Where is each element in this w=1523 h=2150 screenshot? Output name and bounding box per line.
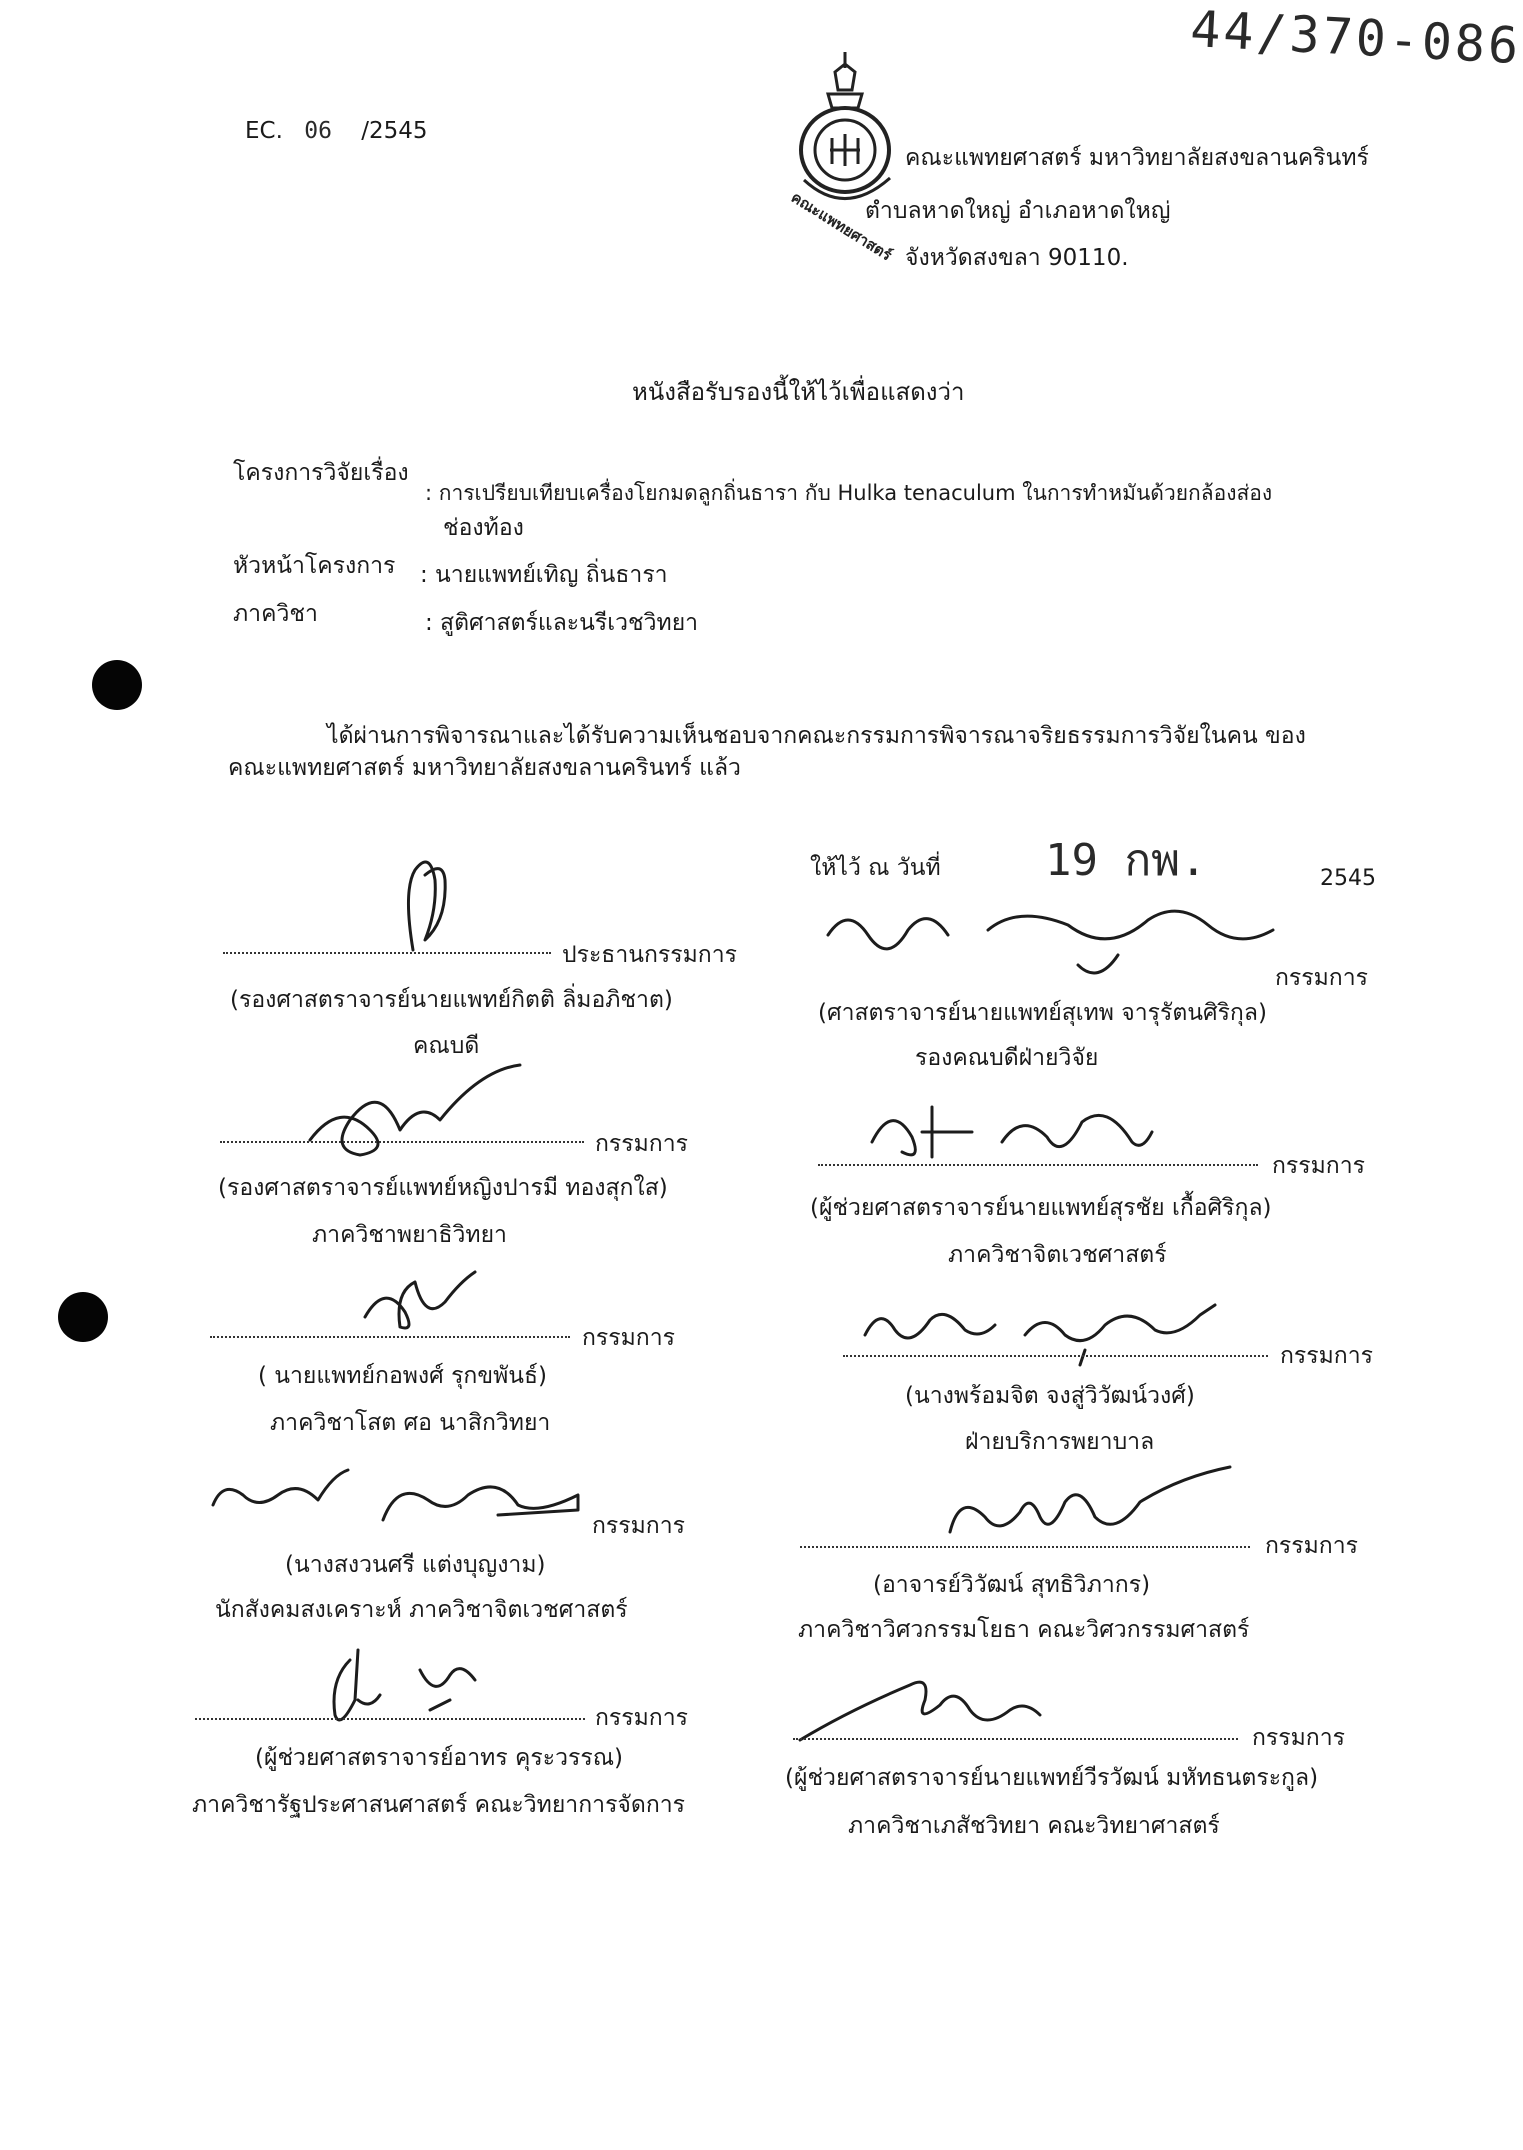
- emblem-caption: คณะแพทยศาสตร์: [787, 188, 896, 265]
- signatory-10-role: กรรมการ: [1252, 1725, 1345, 1751]
- document-number-year: /2545: [361, 118, 428, 144]
- approval-text-line-2: คณะแพทยศาสตร์ มหาวิทยาลัยสงขลานครินทร์ แล้ว: [228, 755, 741, 781]
- signatory-7-name: (นางสงวนศรี แต่งบุญงาม): [285, 1552, 546, 1578]
- approval-text-line-1: ได้ผ่านการพิจารณาและได้รับความเห็นชอบจากคณะกรรมการพิจารณาจริยธรรมการวิจัยในคน ของ: [327, 723, 1306, 749]
- signatory-1-role: ประธานกรรมการ: [562, 942, 737, 968]
- address-line-1: คณะแพทยศาสตร์ มหาวิทยาลัยสงขลานครินทร์: [905, 145, 1369, 171]
- handwritten-reference-number: 44/370-086: [1188, 0, 1523, 76]
- signature-6: [855, 1285, 1235, 1365]
- signatory-6-role: กรรมการ: [1280, 1343, 1373, 1369]
- signature-line-3: [220, 1141, 584, 1143]
- signature-8: [940, 1462, 1240, 1552]
- signatory-7-position: นักสังคมสงเคราะห์ ภาควิชาจิตเวชศาสตร์: [215, 1597, 628, 1623]
- signature-5: [355, 1262, 485, 1342]
- signatory-8-position: ภาควิชาวิศวกรรมโยธา คณะวิศวกรรมศาสตร์: [798, 1617, 1250, 1643]
- signatory-4-position: ภาควิชาจิตเวชศาสตร์: [948, 1242, 1167, 1268]
- signatory-3-name: (รองศาสตราจารย์แพทย์หญิงปารมี ทองสุกใส): [218, 1175, 668, 1201]
- signatory-6-name: (นางพร้อมจิต จงสู่วิวัฒน์วงศ์): [905, 1383, 1195, 1409]
- signatory-9-position: ภาควิชารัฐประศาสนศาสตร์ คณะวิทยาการจัดการ: [192, 1792, 686, 1818]
- department-label: ภาควิชา: [233, 601, 318, 627]
- address-line-3: จังหวัดสงขลา 90110.: [905, 245, 1129, 271]
- signature-3: [300, 1060, 530, 1160]
- signature-line-5: [210, 1336, 570, 1338]
- signatory-8-name: (อาจารย์วิวัฒน์ สุทธิวิภากร): [873, 1572, 1151, 1598]
- signature-line-8: [800, 1546, 1250, 1548]
- signatory-9-role: กรรมการ: [595, 1705, 688, 1731]
- department-value: : สูติศาสตร์และนรีเวชวิทยา: [425, 610, 699, 636]
- signature-1: [385, 850, 465, 960]
- signatory-1-position: คณบดี: [413, 1033, 480, 1059]
- signatory-10-position: ภาควิชาเภสัชวิทยา คณะวิทยาศาสตร์: [848, 1813, 1220, 1839]
- project-label: โครงการวิจัยเรื่อง: [233, 460, 409, 486]
- signature-line-1: [223, 952, 551, 954]
- signatory-1-name: (รองศาสตราจารย์นายแพทย์กิตติ ลิ่มอภิชาต): [230, 987, 673, 1013]
- signatory-3-role: กรรมการ: [595, 1131, 688, 1157]
- document-number: [245, 118, 428, 144]
- signature-line-6: [843, 1355, 1268, 1357]
- signatory-10-name: (ผู้ช่วยศาสตราจารย์นายแพทย์วีรวัฒน์ มหัทธนตระกูล): [785, 1765, 1319, 1791]
- signatory-6-position: ฝ่ายบริการพยาบาล: [965, 1429, 1155, 1455]
- project-title-line-1: : การเปรียบเทียบเครื่องโยกมดลูกถิ่นธารา กับ Hulka tenaculum ในการทำหมันด้วยกล้องส่อง: [425, 481, 1273, 505]
- signatory-5-position: ภาควิชาโสต ศอ นาสิกวิทยา: [270, 1410, 551, 1436]
- signature-line-9: [195, 1718, 585, 1720]
- signature-10: [790, 1665, 1050, 1755]
- signature-9: [310, 1640, 490, 1730]
- signatory-5-role: กรรมการ: [582, 1325, 675, 1351]
- certificate-title: หนังสือรับรองนี้ให้ไว้เพื่อแสดงว่า: [632, 378, 965, 406]
- signatory-3-position: ภาควิชาพยาธิวิทยา: [312, 1222, 507, 1248]
- document-number-handwritten: 06: [304, 118, 332, 144]
- signatory-4-role: กรรมการ: [1272, 1153, 1365, 1179]
- signatory-4-name: (ผู้ช่วยศาสตราจารย์นายแพทย์สุรชัย เกื้อศิริกุล): [810, 1195, 1272, 1221]
- signatory-2-position: รองคณบดีฝ่ายวิจัย: [915, 1045, 1099, 1071]
- signatory-9-name: (ผู้ช่วยศาสตราจารย์อาทร คุระวรรณ): [255, 1745, 624, 1771]
- signatory-2-role: กรรมการ: [1275, 965, 1368, 991]
- project-title-line-2: ช่องท้อง: [443, 515, 524, 541]
- project-head-label: หัวหน้าโครงการ: [233, 553, 396, 579]
- signature-4: [862, 1092, 1162, 1172]
- signature-2: [818, 895, 1288, 995]
- signature-7: [198, 1465, 588, 1535]
- punch-hole-top: [92, 660, 142, 710]
- punch-hole-bottom: [58, 1292, 108, 1342]
- address-line-2: ตำบลหาดใหญ่ อำเภอหาดใหญ่: [865, 198, 1171, 224]
- signature-line-10: [793, 1738, 1238, 1740]
- project-head-value: : นายแพทย์เทิญ ถิ่นธารา: [420, 562, 668, 588]
- signatory-5-name: ( นายแพทย์กอพงศ์ รุกขพันธ์): [258, 1363, 547, 1389]
- signatory-8-role: กรรมการ: [1265, 1533, 1358, 1559]
- signatory-7-role: กรรมการ: [592, 1513, 685, 1539]
- issue-date-handwritten: 19 กพ.: [1045, 835, 1207, 886]
- issue-date-prefix: ให้ไว้ ณ วันที่: [810, 855, 941, 881]
- signatory-2-name: (ศาสตราจารย์นายแพทย์สุเทพ จารุรัตนศิริกุล): [818, 1000, 1267, 1026]
- signature-line-4: [818, 1164, 1258, 1166]
- document-number-prefix: EC.: [245, 118, 283, 144]
- issue-date-year: 2545: [1320, 866, 1376, 891]
